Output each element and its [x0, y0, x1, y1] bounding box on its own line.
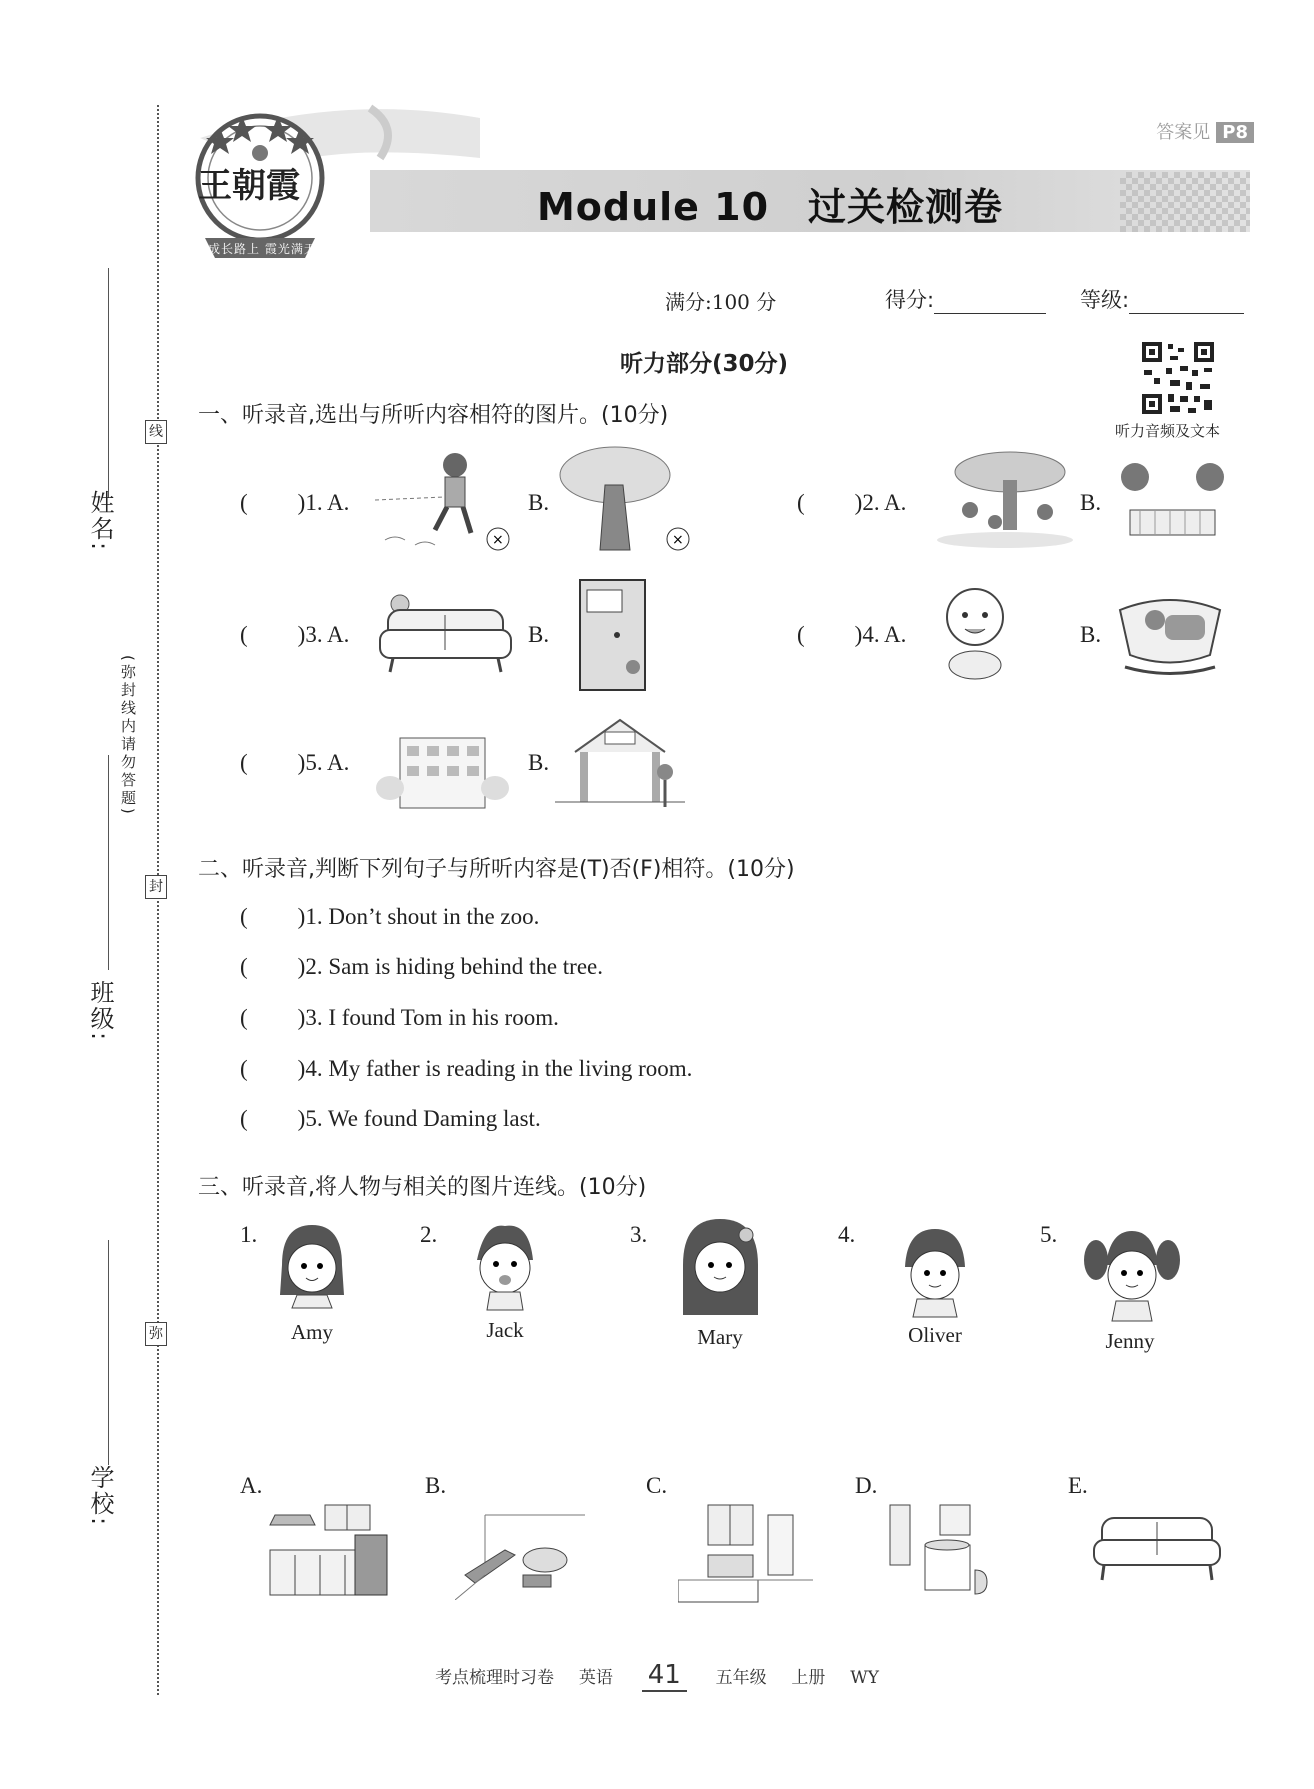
picture-school-building[interactable] [375, 718, 510, 813]
part1-q3-label: )3. A. [297, 622, 350, 647]
part2-q5[interactable]: ( )5. We found Daming last. [240, 1106, 541, 1131]
footer-series: 考点梳理时习卷 [435, 1668, 555, 1688]
part1-q4-label: )4. A. [854, 622, 907, 647]
class-underline [108, 755, 109, 970]
person-oliver-face[interactable] [895, 1225, 975, 1320]
score-field[interactable] [885, 284, 1046, 314]
score-blank[interactable] [934, 291, 1046, 314]
part1-q4-number[interactable]: ( )4. A. [797, 622, 907, 647]
person-jenny-face[interactable] [1082, 1225, 1182, 1325]
person-1-number: 1. [240, 1222, 258, 1247]
part2-q1-text: )1. Don’t shout in the zoo. [297, 904, 540, 929]
picture-kids-under-tree[interactable] [935, 450, 1075, 550]
listening-heading: 听力部分(30分) [620, 351, 789, 377]
part2-q3-text: )3. I found Tom in his room. [297, 1005, 559, 1030]
room-b-label: B. [425, 1473, 447, 1498]
seal-dotted-line [157, 105, 159, 1695]
part1-q2-b-label: B. [1080, 490, 1102, 515]
part2-q2[interactable]: ( )2. Sam is hiding behind the tree. [240, 954, 604, 979]
part2-q5-text: )5. We found Daming last. [297, 1106, 541, 1131]
logo-slogan: 成长路上 霞光满天 [208, 242, 317, 256]
part2-q4[interactable]: ( )4. My father is reading in the living room. [240, 1056, 693, 1081]
score-label: 得分: [885, 288, 935, 312]
room-c-label: C. [646, 1473, 668, 1498]
picture-boy-running[interactable] [375, 445, 510, 555]
grade-label: 等级: [1080, 288, 1130, 312]
picture-kids-playing-chess[interactable] [1110, 455, 1235, 545]
svg-text:×: × [492, 532, 504, 548]
svg-text:×: × [672, 532, 684, 548]
logo-text: 王朝霞 [198, 166, 300, 206]
part1-q2-number[interactable]: ( )2. A. [797, 490, 907, 515]
person-jack-face[interactable] [465, 1220, 545, 1315]
part1-q3-number[interactable]: ( )3. A. [240, 622, 350, 647]
part2-q4-text: )4. My father is reading in the living room. [297, 1056, 693, 1081]
school-underline [108, 1240, 109, 1465]
part2-q3[interactable]: ( )3. I found Tom in his room. [240, 1005, 559, 1030]
page-title: Module 10 过关检测卷 [536, 185, 1004, 229]
room-c-bedroom[interactable] [678, 1500, 813, 1605]
answer-reference [1156, 118, 1254, 144]
picture-behind-door[interactable] [575, 575, 650, 695]
person-3-number: 3. [630, 1222, 648, 1247]
qr-code-icon[interactable] [1140, 340, 1216, 416]
seal-note: (弥封线内请勿答题) [119, 655, 137, 817]
class-label: 班级: [86, 980, 114, 1043]
name-underline [108, 268, 109, 498]
room-d-bathroom[interactable] [885, 1500, 1000, 1605]
part1-q2-label: )2. A. [854, 490, 907, 515]
person-mary-face[interactable] [678, 1215, 763, 1325]
person-4-number: 4. [838, 1222, 856, 1247]
picture-baby-in-cradle[interactable] [1110, 585, 1230, 680]
room-b-living-room[interactable] [455, 1505, 585, 1600]
part3-title: 三、听录音,将人物与相关的图片连线。(10分) [198, 1175, 647, 1200]
room-d-label: D. [855, 1473, 878, 1498]
footer-grade: 五年级 [715, 1668, 767, 1688]
grade-blank[interactable] [1129, 291, 1244, 314]
page-number: 41 [642, 1660, 687, 1692]
part1-q1-number[interactable]: ( )1. A. [240, 490, 350, 515]
part1-title: 一、听录音,选出与所听内容相符的图片。(10分) [198, 403, 669, 428]
room-e-sofa[interactable] [1092, 1510, 1222, 1585]
part1-q1-b-label: B. [528, 490, 550, 515]
part1-q5-label: )5. A. [297, 750, 350, 775]
part1-q4-b-label: B. [1080, 622, 1102, 647]
part1-q3-b-label: B. [528, 622, 550, 647]
part2-q2-text: )2. Sam is hiding behind the tree. [297, 954, 604, 979]
person-2-name: Jack [486, 1318, 524, 1342]
picture-cat-on-sofa[interactable] [378, 590, 513, 680]
full-marks: 满分:100 分 [665, 290, 777, 314]
part1-q5-number[interactable]: ( )5. A. [240, 750, 350, 775]
picture-baby-sitting[interactable] [935, 585, 1015, 680]
person-1-name: Amy [291, 1320, 333, 1344]
person-5-name: Jenny [1105, 1329, 1155, 1353]
grade-field[interactable] [1080, 284, 1244, 314]
seal-box-mi: 弥 [145, 1322, 167, 1346]
room-a-kitchen[interactable] [265, 1500, 390, 1600]
footer-subject: 英语 [578, 1668, 613, 1688]
part1-q5-b-label: B. [528, 750, 550, 775]
footer-edition: WY [850, 1668, 879, 1688]
person-3-name: Mary [697, 1325, 743, 1349]
person-5-number: 5. [1040, 1222, 1058, 1247]
room-e-label: E. [1068, 1473, 1088, 1498]
part2-q1[interactable]: ( )1. Don’t shout in the zoo. [240, 904, 540, 929]
footer-term: 上册 [791, 1668, 826, 1688]
picture-tree-hiding[interactable] [555, 445, 690, 555]
qr-caption: 听力音频及文本 [1115, 422, 1221, 440]
seal-box-line: 线 [145, 420, 167, 444]
answer-page-badge: P8 [1216, 122, 1254, 143]
person-amy-face[interactable] [272, 1220, 352, 1315]
qr-code-graphic [1140, 340, 1216, 416]
part1-q1-label: )1. A. [297, 490, 350, 515]
seal-box-seal: 封 [145, 875, 167, 899]
room-a-label: A. [240, 1473, 263, 1498]
part2-title: 二、听录音,判断下列句子与所听内容是(T)否(F)相符。(10分) [198, 857, 795, 882]
answer-ref-text: 答案见 [1156, 122, 1211, 143]
footer [0, 1660, 1314, 1690]
picture-zoo-gate[interactable] [555, 712, 685, 817]
person-2-number: 2. [420, 1222, 438, 1247]
school-label: 学校: [86, 1465, 114, 1528]
name-label: 姓名: [86, 490, 114, 553]
person-4-name: Oliver [908, 1323, 962, 1347]
